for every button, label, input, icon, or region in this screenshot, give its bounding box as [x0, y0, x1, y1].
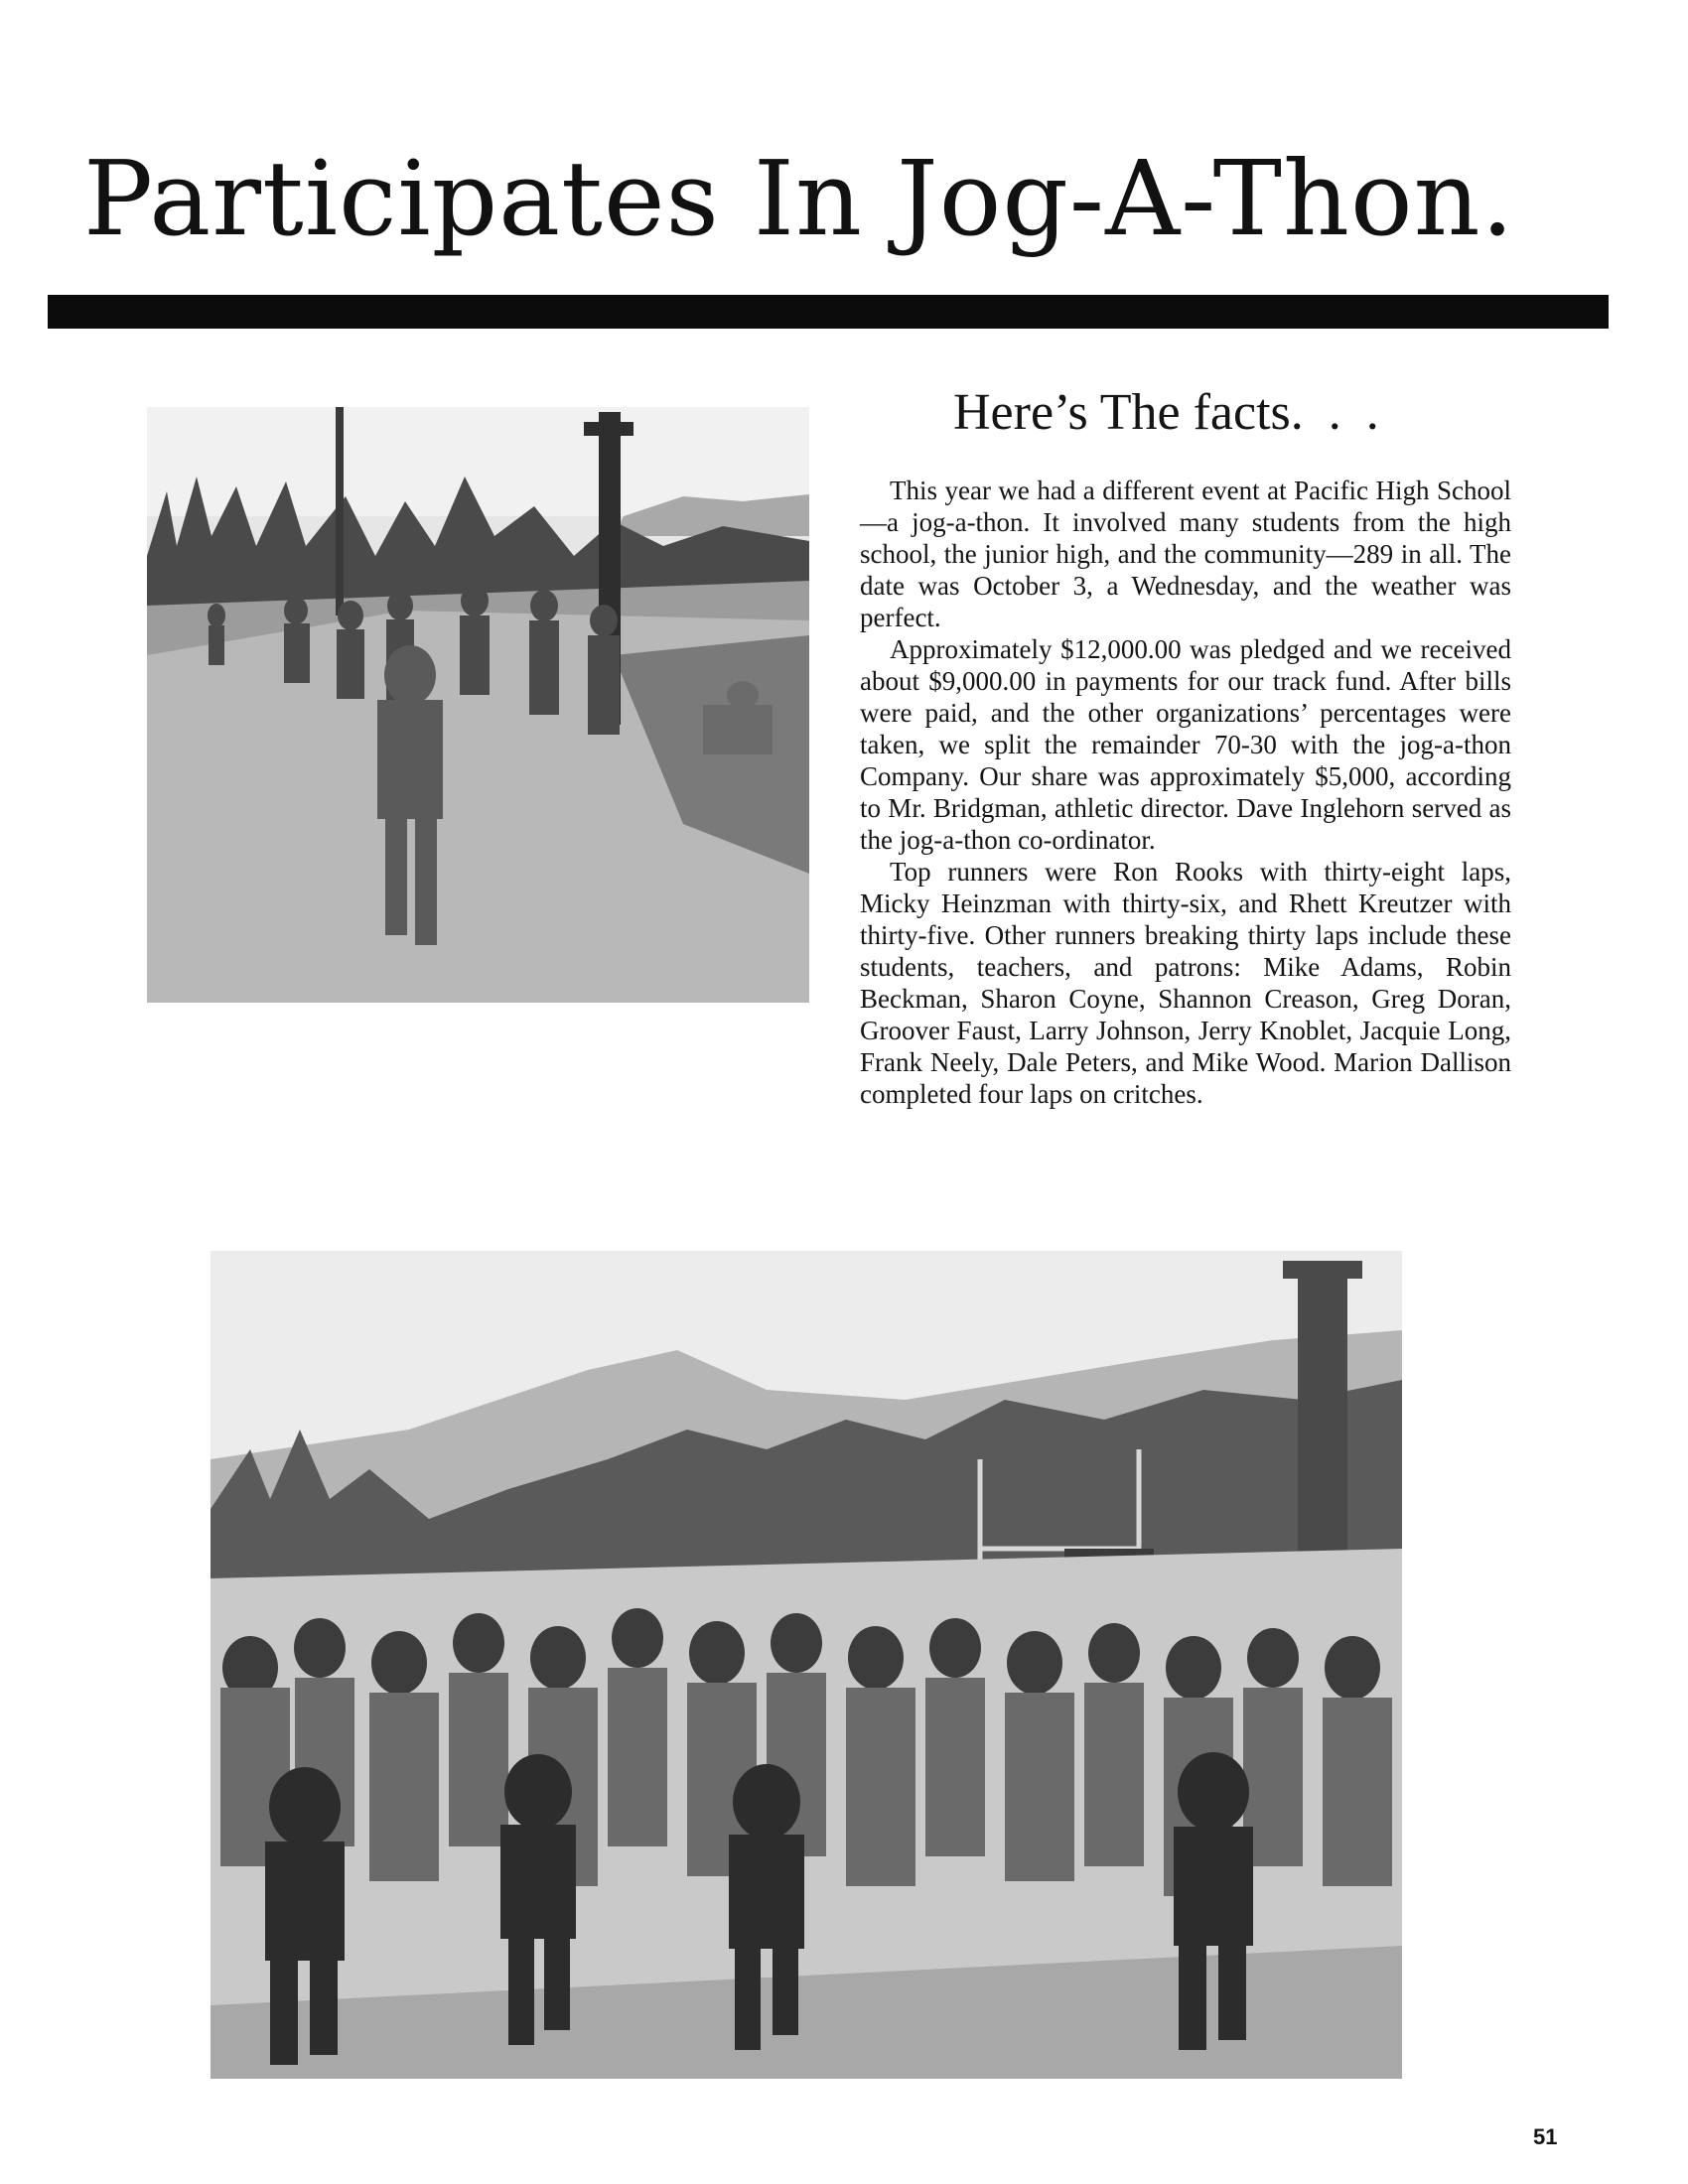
article-paragraph: Top runners were Ron Rooks with thirty-eight laps, Micky Heinzman with thirty-six, and Rhett Kreutzer with thirty-five. Other runners breaking thirty laps include these students, teachers, and patrons: Mike Adams, Robin Beckman, Sharon Coyne, Shannon Creason, Greg Doran, Groover Faust, Larry Johnson, Jerry Knoblet, Jacquie Long, Frank Neely, Dale Peters, and Mike Wood. Marion Dallison completed four laps on critches.	[860, 857, 1511, 1109]
facts-heading	[953, 384, 1385, 441]
page-title: Participates In Jog-A-Thon.	[83, 138, 1515, 259]
article-paragraph: Approximately $12,000.00 was pledged and we received about $9,000.00 in payments for our track fund. After bills were paid, and the other organizations’ percentages were taken, we split the remainder 70-30 with the jog-a-thon Company. Our share was approximately $5,000, according to Mr. Bridgman, athletic director. Dave Inglehorn served as the jog-a-thon co-ordinator.	[860, 634, 1511, 855]
page-number: 51	[1533, 2124, 1558, 2149]
runners-photo	[147, 407, 809, 1003]
facts-heading-text: Here’s The facts	[953, 384, 1291, 441]
runners-photo-image	[147, 407, 809, 1003]
article-paragraph: This year we had a different event at Pacific High School—a jog-a-thon. It involved many students from the high school, the junior high, and the community—289 in all. The date was October 3, a Wednesday, and the weather was perfect.	[860, 476, 1511, 632]
facts-article	[860, 475, 1511, 1110]
race-start-photo	[211, 1251, 1402, 2079]
facts-heading-ellipsis: . . .	[1290, 384, 1385, 441]
title-rule	[48, 295, 1609, 329]
race-start-photo-image	[211, 1251, 1402, 2079]
